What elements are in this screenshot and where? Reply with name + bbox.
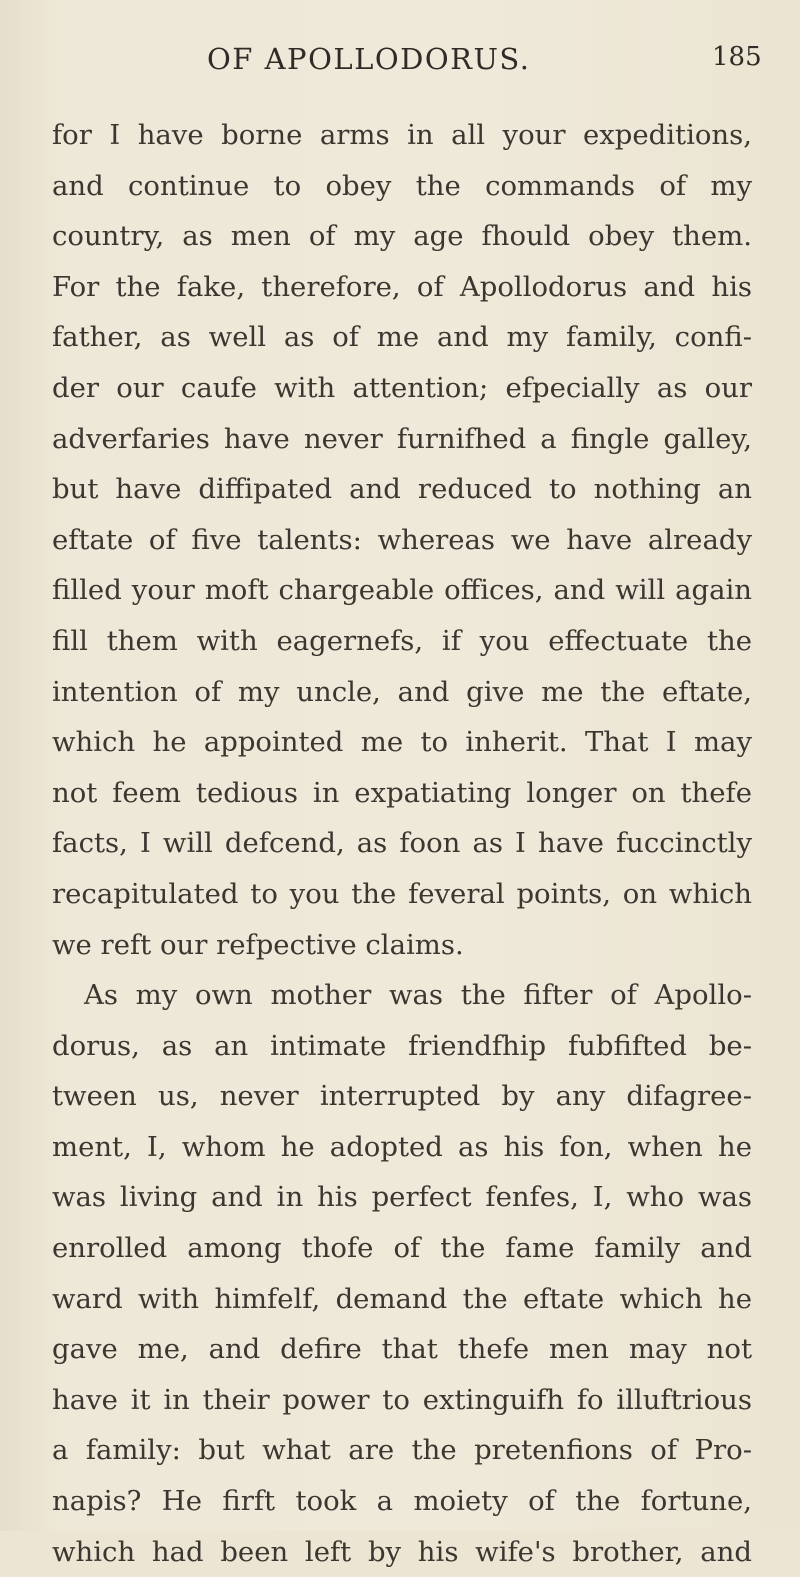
text-line: country, as men of my age fhould obey them. xyxy=(52,220,752,253)
text-line: facts, I will defcend, as foon as I have fuccinctly xyxy=(52,827,752,860)
text-line: was living and in his perfect fenfes, I, who was xyxy=(52,1181,752,1214)
text-line: father, as well as of me and my family, confi- xyxy=(52,321,752,354)
text-line: gave me, and defire that thefe men may not xyxy=(52,1333,752,1366)
text-line: not feem tedious in expatiating longer on thefe xyxy=(52,776,752,809)
text-line: for I have borne arms in all your expeditions, xyxy=(52,119,752,151)
running-head xyxy=(0,42,800,82)
text-line: For the fake, therefore, of Apollodorus and his xyxy=(52,270,752,303)
text-line: have it in their power to extinguifh fo illuftrious xyxy=(52,1383,752,1416)
text-line: napis? He firft took a moiety of the fortune, xyxy=(52,1485,752,1518)
text-line: As my own mother was the fifter of Apollo- xyxy=(84,979,752,1012)
text-line: a family: but what are the pretenfions of Pro- xyxy=(52,1434,752,1467)
text-line: ment, I, whom he adopted as his fon, when he xyxy=(52,1130,752,1163)
text-line: dorus, as an intimate friendfhip fubfifted be- xyxy=(52,1029,752,1062)
text-line: and continue to obey the commands of my xyxy=(52,169,752,202)
text-line: but have diffipated and reduced to nothing an xyxy=(52,473,752,506)
text-line: fill them with eagernefs, if you effectuate the xyxy=(52,624,752,657)
text-line: which he appointed me to inherit. That I may xyxy=(52,726,752,759)
text-line: we reft our refpective claims. xyxy=(52,928,464,961)
text-line: intention of my uncle, and give me the eftate, xyxy=(52,675,752,708)
text-line: recapitulated to you the feveral points, on which xyxy=(52,877,752,910)
page-number: 185 xyxy=(712,42,762,72)
text-line: enrolled among thofe of the fame family and xyxy=(52,1232,752,1265)
text-line: tween us, never interrupted by any difagree- xyxy=(52,1080,752,1113)
text-line: eftate of five talents: whereas we have already xyxy=(52,523,752,556)
body-text xyxy=(52,110,752,1577)
text-line: which had been left by his wife's brother, and xyxy=(52,1535,752,1568)
text-line: ward with himfelf, demand the eftate which he xyxy=(52,1282,752,1315)
text-line: adverfaries have never furnifhed a fingle galley, xyxy=(52,422,752,455)
text-line: filled your moft chargeable offices, and will again xyxy=(52,574,752,607)
running-head-title: OF APOLLODORUS. xyxy=(207,42,531,76)
text-line: der our caufe with attention; efpecially as our xyxy=(52,371,752,404)
